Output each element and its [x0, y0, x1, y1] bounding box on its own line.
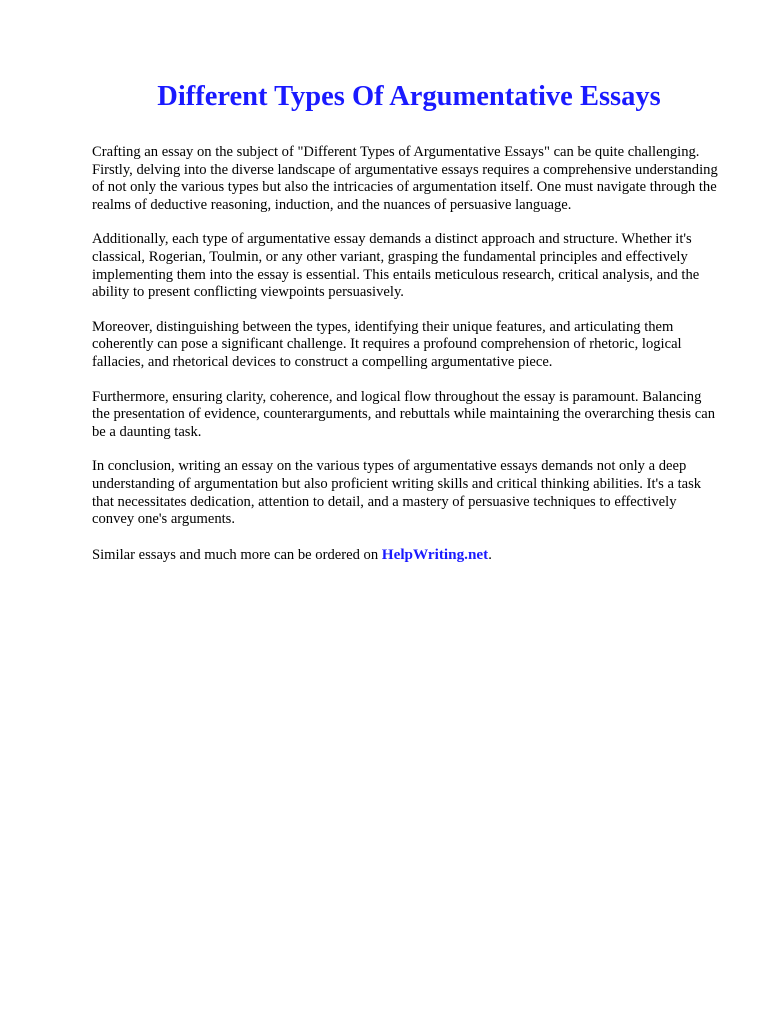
paragraph-1: Crafting an essay on the subject of "Different Types of Argumentative Essays" can be quite challenging. Firstly, delving into the diverse landscape of argumentative essays requires a comprehensive understanding of not only the various types but also the intricacies of argumentation itself. One must navigate through the realms of deductive reasoning, induction, and the nuances of persuasive language. [92, 144, 718, 213]
page-title: Different Types Of Argumentative Essays [157, 81, 661, 112]
paragraph-4: Furthermore, ensuring clarity, coherence, and logical flow throughout the essay is paramount. Balancing the presentation of evidence, counterarguments, and rebuttals while maintaining the overarching thesis can be a daunting task. [92, 388, 715, 440]
closing-suffix: . [488, 546, 492, 563]
paragraph-3: Moreover, distinguishing between the types, identifying their unique features, and articulating them coherently can pose a significant challenge. It requires a profound comprehension of rhetoric, logical fallacies, and rhetorical devices to construct a compelling argumentative piece. [92, 318, 682, 370]
closing-prefix: Similar essays and much more can be ordered on [92, 546, 382, 563]
essay-body [92, 144, 718, 564]
paragraph-2: Additionally, each type of argumentative essay demands a distinct approach and structure. Whether it's classical, Rogerian, Toulmin, or any other variant, grasping the fundamental principles and effectively implementing them into the essay is essential. This entails meticulous research, critical analysis, and the ability to present conflicting viewpoints persuasively. [92, 231, 700, 301]
paragraph-5: In conclusion, writing an essay on the various types of argumentative essays demands not only a deep understanding of argumentation but also proficient writing skills and critical thinking abilities. It's a task that necessitates dedication, attention to detail, and a mastery of persuasive techniques to effectively convey one's arguments. [92, 458, 702, 528]
helpwriting-link[interactable]: HelpWriting.net [381, 545, 489, 563]
closing-line [92, 546, 718, 565]
